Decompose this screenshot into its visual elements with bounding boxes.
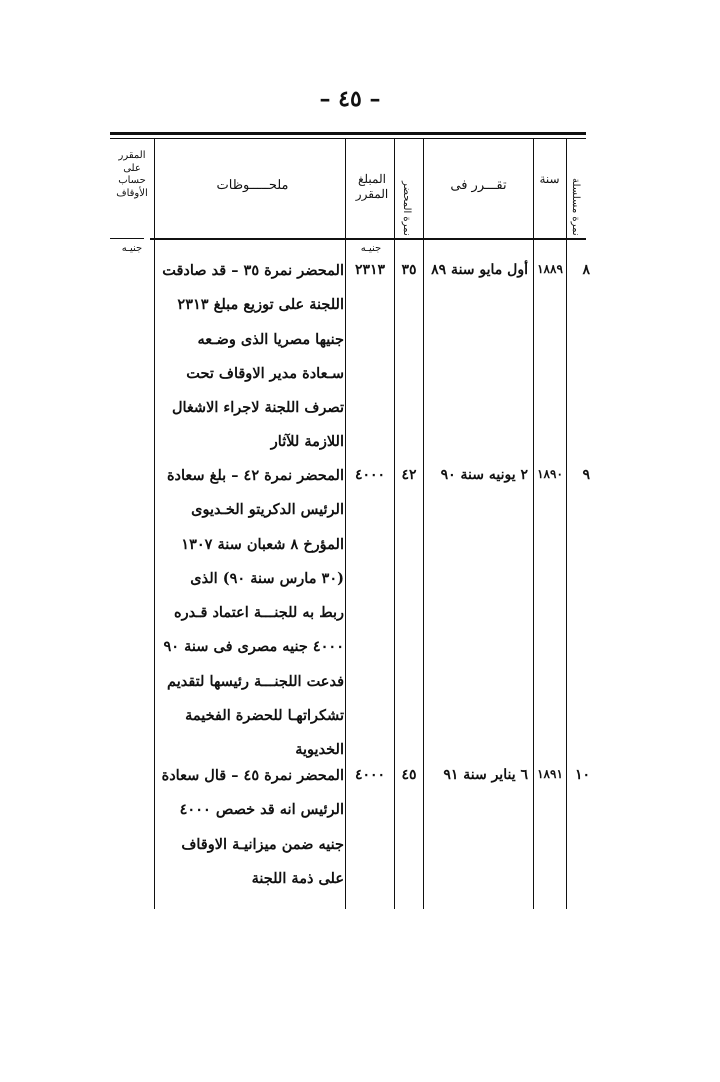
header-year: سنة (539, 172, 560, 186)
remark-line: جنيها مصريا الذى وضـعه (197, 330, 344, 348)
header-bottom-rule (150, 238, 586, 240)
header-remarks: ملحـــــوظات (216, 178, 289, 193)
row-1-year: ١٨٨٩ (537, 262, 563, 276)
row-1-date: أول مايو سنة ٨٩ (431, 262, 528, 278)
row-3-year: ١٨٩١ (537, 767, 563, 781)
table-top-rule-thin (110, 138, 586, 139)
header-serial: نمرة مسلسلة (570, 178, 581, 236)
remark-line: ٤٠٠٠ جنيه مصرى فى سنة ٩٠ (163, 638, 344, 656)
remark-line: الخديوية (295, 741, 344, 759)
header-bottom-rule-left (110, 238, 144, 239)
row-2-minutes: ٤٢ (401, 467, 417, 483)
remark-line: فدعت اللجنـــة رئيسها لتقديم (167, 672, 344, 690)
row-3-remarks (134, 759, 344, 896)
row-3-amount: ٤٠٠٠ (354, 767, 386, 783)
col-sep-date (423, 139, 424, 909)
header-minutes-no: نمرة المحضر (401, 181, 412, 236)
col-sep-serial (566, 139, 567, 909)
remark-line: (٣٠ مارس سنة ٩٠) الذى (190, 569, 344, 587)
row-2-year: ١٨٩٠ (537, 467, 563, 481)
remark-line: تصرف اللجنة لاجراء الاشغال (171, 399, 344, 417)
remark-line: على ذمة اللجنة (251, 869, 344, 887)
header-awqaf-account: المقرر على حساب الأوقاف (116, 150, 148, 199)
unit-awqaf: جنيـه (121, 243, 143, 254)
remark-line: اللازمة للآثار (270, 433, 344, 451)
row-3-date: ٦ يناير سنة ٩١ (443, 767, 528, 783)
remark-line: المؤرخ ٨ شعبان سنة ١٣٠٧ (181, 535, 344, 553)
header-amount: المبلغ المقرر (355, 172, 389, 201)
col-sep-amount (345, 139, 346, 909)
row-2-remarks (134, 459, 344, 768)
remark-line: المحضر نمرة ٣٥ – قد صادقت (162, 262, 344, 279)
remark-line: سـعادة مدير الاوقاف تحت (186, 364, 344, 382)
row-3-serial: ١٠ (574, 767, 590, 783)
row-3-minutes: ٤٥ (401, 767, 417, 783)
row-1-minutes: ٣٥ (401, 262, 417, 278)
remark-line: ربط به للجنـــة اعتماد قـدره (174, 604, 344, 622)
row-1-amount: ٢٣١٣ (354, 262, 386, 278)
row-2-date: ٢ يونيه سنة ٩٠ (440, 467, 528, 483)
row-1-remarks (134, 254, 344, 460)
col-sep-year (533, 139, 534, 909)
remark-line: المحضر نمرة ٤٢ – بلغ سعادة (166, 467, 344, 484)
unit-amount: جنيـه (360, 243, 382, 254)
page-number: – ٤٥ – (319, 86, 381, 112)
header-decision-date: تقـــرر فى (450, 178, 507, 193)
remark-line: جنيه ضمن ميزانيـة الاوقاف (181, 835, 344, 853)
remark-line: الرئيس انه قد خصص ٤٠٠٠ (179, 801, 344, 819)
col-sep-minutes (394, 139, 395, 909)
remark-line: تشكراتهـا للحضرة الفخيمة (185, 707, 344, 725)
remark-line: اللجنة على توزيع مبلغ ٢٣١٣ (177, 296, 344, 314)
remark-line: الرئيس الدكريتو الخـديوى (191, 501, 344, 519)
row-1-serial: ٨ (582, 262, 590, 278)
row-2-serial: ٩ (582, 467, 590, 483)
row-2-amount: ٤٠٠٠ (354, 467, 386, 483)
table-top-rule-thick (110, 132, 586, 135)
remark-line: المحضر نمرة ٤٥ – قال سعادة (161, 767, 344, 784)
